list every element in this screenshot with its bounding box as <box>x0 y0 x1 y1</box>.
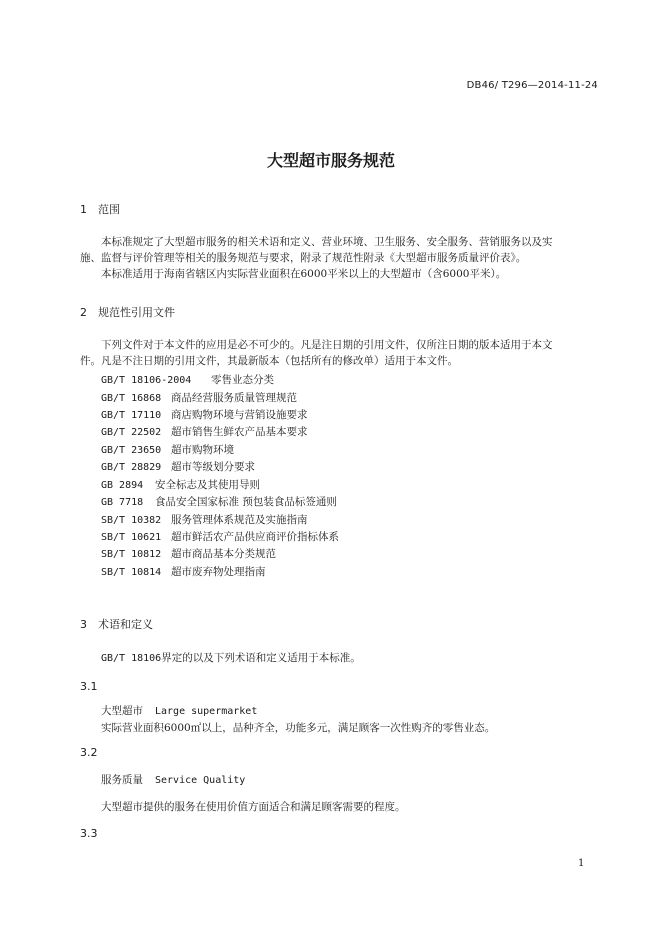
term-chinese: 大型超市 <box>101 705 143 717</box>
reference-title: 超市销售生鲜农产品基本要求 <box>171 426 308 438</box>
term-english: Service Quality <box>155 775 246 786</box>
reference-code: SB/T 10814 <box>101 567 162 578</box>
reference-item <box>101 494 337 509</box>
references-intro-line-2: 件。凡是不注日期的引用文件，其最新版本（包括所有的修改单）适用于本文件。 <box>80 355 458 367</box>
reference-code: SB/T 10621 <box>101 532 162 543</box>
reference-title: 食品安全国家标准 预包装食品标签通则 <box>155 496 337 508</box>
page-number: 1 <box>578 858 585 869</box>
reference-code: GB/T 22502 <box>101 427 162 438</box>
section-title: 术语和定义 <box>98 618 153 631</box>
reference-title: 商店购物环境与营销设施要求 <box>171 409 308 421</box>
section-number: 2 <box>80 306 87 319</box>
terms-intro-code: GB/T 18106 <box>101 653 162 664</box>
section-3-heading <box>80 616 153 632</box>
reference-title: 超市购物环境 <box>171 444 234 456</box>
references-intro-line-1: 下列文件对于本文件的应用是必不可少的。凡是注日期的引用文件，仅所注日期的版本适用于本文 <box>101 339 553 351</box>
section-number: 1 <box>80 203 87 216</box>
reference-code: GB 7718 <box>101 497 144 508</box>
section-title: 规范性引用文件 <box>98 306 175 319</box>
term-3-2-definition: 大型超市提供的服务在使用价值方面适合和满足顾客需要的程度。 <box>101 801 406 813</box>
reference-title: 超市等级划分要求 <box>171 461 255 473</box>
reference-title: 超市商品基本分类规范 <box>171 548 276 560</box>
reference-code: GB/T 17110 <box>101 410 162 421</box>
term-3-1-heading <box>101 703 257 718</box>
section-title: 范围 <box>98 203 120 216</box>
reference-title: 超市鲜活农产品供应商评价指标体系 <box>171 531 339 543</box>
reference-code: GB/T 28829 <box>101 462 162 473</box>
term-3-1-number: 3.1 <box>80 680 98 693</box>
reference-item <box>101 477 260 492</box>
reference-title: 安全标志及其使用导则 <box>155 479 260 491</box>
scope-applicability: 本标准适用于海南省辖区内实际营业面积在6000平米以上的大型超市（含6000平米）。 <box>101 268 507 280</box>
reference-item <box>101 512 308 527</box>
reference-code: GB/T 23650 <box>101 445 162 456</box>
term-chinese: 服务质量 <box>101 774 143 786</box>
reference-title: 商品经营服务质量管理规范 <box>171 392 297 404</box>
reference-item <box>101 390 297 405</box>
reference-title: 超市废弃物处理指南 <box>171 566 266 578</box>
terms-intro <box>101 650 361 665</box>
scope-paragraph-line-2: 施、监督与评价管理等相关的服务规范与要求，附录了规范性附录《大型超市服务质量评价表》。 <box>80 252 527 264</box>
term-3-2-heading <box>101 772 245 787</box>
reference-title: 服务管理体系规范及实施指南 <box>171 514 308 526</box>
document-code: DB46/ T296—2014-11-24 <box>466 80 598 91</box>
term-3-1-definition: 实际营业面积6000㎡以上，品种齐全，功能多元，满足顾客一次性购齐的零售业态。 <box>101 722 496 734</box>
document-title: 大型超市服务规范 <box>266 151 395 170</box>
reference-title: 零售业态分类 <box>211 374 274 386</box>
reference-item <box>101 546 276 561</box>
term-3-3-number: 3.3 <box>80 827 98 840</box>
reference-code: SB/T 10812 <box>101 549 162 560</box>
scope-paragraph-line-1: 本标准规定了大型超市服务的相关术语和定义、营业环境、卫生服务、安全服务、营销服务以及实 <box>101 236 553 248</box>
section-2-heading <box>80 304 175 320</box>
reference-item <box>101 442 234 457</box>
reference-item <box>101 564 266 579</box>
terms-intro-text: 界定的以及下列术语和定义适用于本标准。 <box>161 652 361 664</box>
reference-item <box>101 459 255 474</box>
reference-code: GB/T 18106-2004 <box>101 375 192 386</box>
section-1-heading <box>80 201 120 217</box>
reference-item <box>101 424 308 439</box>
reference-item <box>101 407 308 422</box>
term-english: Large supermarket <box>155 706 258 717</box>
reference-item <box>101 529 339 544</box>
reference-code: GB 2894 <box>101 480 144 491</box>
reference-code: GB/T 16868 <box>101 393 162 404</box>
term-3-2-number: 3.2 <box>80 746 98 759</box>
reference-item <box>101 372 274 387</box>
reference-code: SB/T 10382 <box>101 515 162 526</box>
section-number: 3 <box>80 618 87 631</box>
